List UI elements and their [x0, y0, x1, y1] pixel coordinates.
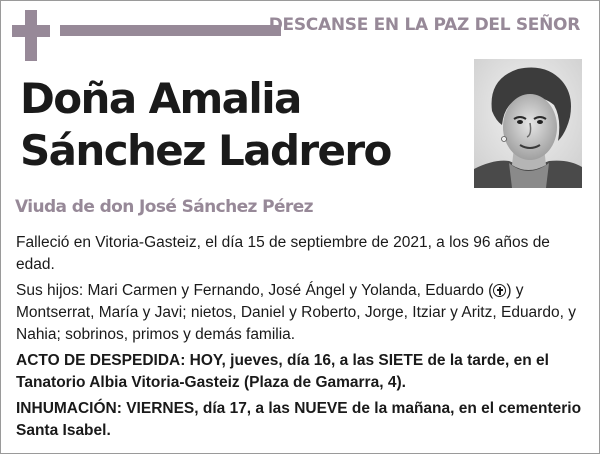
death-notice: Falleció en Vitoria-Gasteiz, el día 15 de septiembre de 2021, a los 96 años de edad. — [16, 234, 550, 273]
family-text-part-2: ) y Montserrat, María y Javi; nietos, Daniel y Roberto, Jorge, Itziar y Aritz, Eduardo, y Nahia; sobrinos, primos y demás familia. — [16, 282, 576, 343]
header-divider-bar — [60, 25, 281, 36]
name-line-1: Doña Amalia — [20, 74, 301, 123]
portrait-photo-drawing — [474, 59, 582, 188]
portrait-photo — [474, 59, 582, 188]
deceased-name — [20, 73, 470, 177]
family-text-part-1: Sus hijos: Mari Carmen y Fernando, José Ángel y Yolanda, Eduardo ( — [16, 282, 494, 299]
name-line-2: Sánchez Ladrero — [20, 126, 391, 175]
header-title: DESCANSE EN LA PAZ DEL SEÑOR — [268, 15, 580, 35]
cross-horizontal-bar — [12, 25, 50, 37]
burial-info: INHUMACIÓN: VIERNES, día 17, a las NUEVE de la mañana, en el cementerio Santa Isabel. — [16, 400, 582, 439]
obituary-body — [16, 232, 584, 446]
farewell-ceremony: ACTO DE DESPEDIDA: HOY, jueves, día 16, a las SIETE de la tarde, en el Tanatorio Albia Vitoria-Gasteiz (Plaza de Gamarra, 4). — [16, 352, 549, 391]
widow-of-text: Viuda de don José Sánchez Pérez — [15, 197, 313, 217]
deceased-cross-icon — [493, 284, 506, 297]
family-list — [16, 280, 584, 346]
